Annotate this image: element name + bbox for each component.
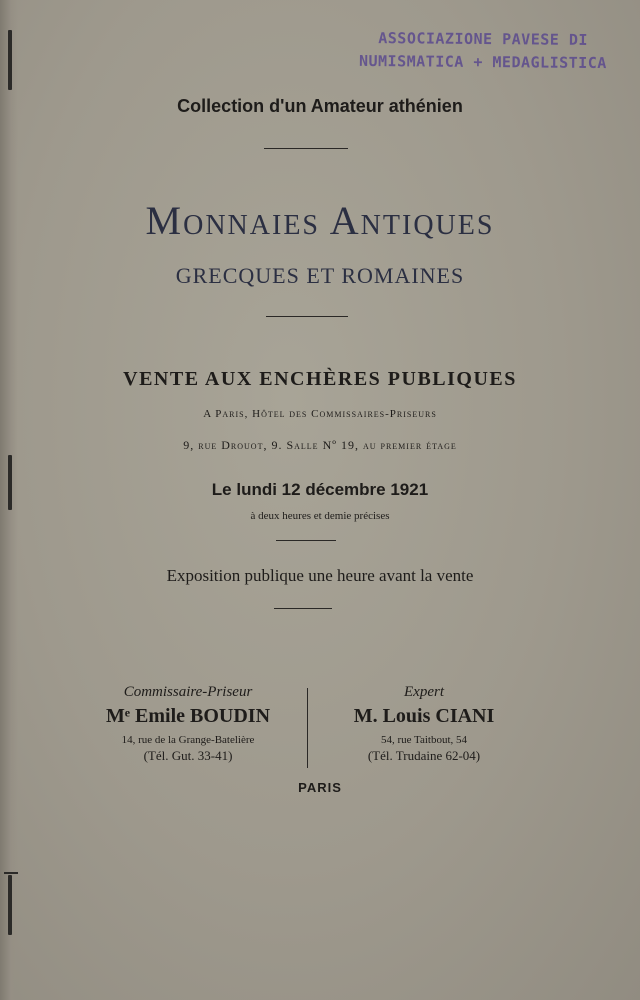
divider-rule <box>276 540 336 541</box>
sale-heading: VENTE AUX ENCHÈRES PUBLIQUES <box>123 368 517 390</box>
expert-block <box>318 684 530 764</box>
auctioneer-block <box>78 684 298 764</box>
expert-name: M. Louis CIANI <box>353 705 495 727</box>
auctioneer-name: Mᵉ Emile BOUDIN <box>105 705 271 727</box>
divider-rule <box>274 608 332 609</box>
auctioneer-address: 14, rue de la Grange-Batelière <box>121 734 255 746</box>
stamp-line-2: NUMISMATICA + MEDAGLISTICA <box>358 51 607 73</box>
divider-rule <box>264 148 348 149</box>
catalogue-title: Monnaies Antiques <box>145 198 495 243</box>
binding-staple-tick <box>4 872 18 874</box>
sale-location-line-2: 9, rue Drouot, 9. Salle Nº 19, au premier étage <box>183 438 457 452</box>
auctioneer-role: Commissaire-Priseur <box>123 684 253 700</box>
expert-phone: (Tél. Trudaine 62-04) <box>367 748 481 763</box>
binding-staple <box>8 875 12 935</box>
sale-location-line-1: A Paris, Hôtel des Commissaires-Priseurs <box>203 408 437 420</box>
city-imprint: PARIS <box>298 780 342 795</box>
expert-role: Expert <box>404 684 444 700</box>
collection-heading: Collection d'un Amateur athénien <box>177 96 463 116</box>
catalogue-subtitle: GRECQUES ET ROMAINES <box>175 263 465 288</box>
expert-address: 54, rue Taitbout, 54 <box>380 734 468 746</box>
column-divider <box>307 688 308 768</box>
binding-staple <box>8 30 12 90</box>
sale-date: Le lundi 12 décembre 1921 <box>211 480 429 499</box>
association-stamp <box>348 27 618 75</box>
sale-time: à deux heures et demie précises <box>250 510 390 522</box>
divider-rule <box>266 316 348 317</box>
auctioneer-phone: (Tél. Gut. 33-41) <box>143 748 233 763</box>
stamp-line-1: ASSOCIAZIONE PAVESE DI <box>378 29 589 49</box>
exhibition-note: Exposition publique une heure avant la vente <box>166 566 474 585</box>
